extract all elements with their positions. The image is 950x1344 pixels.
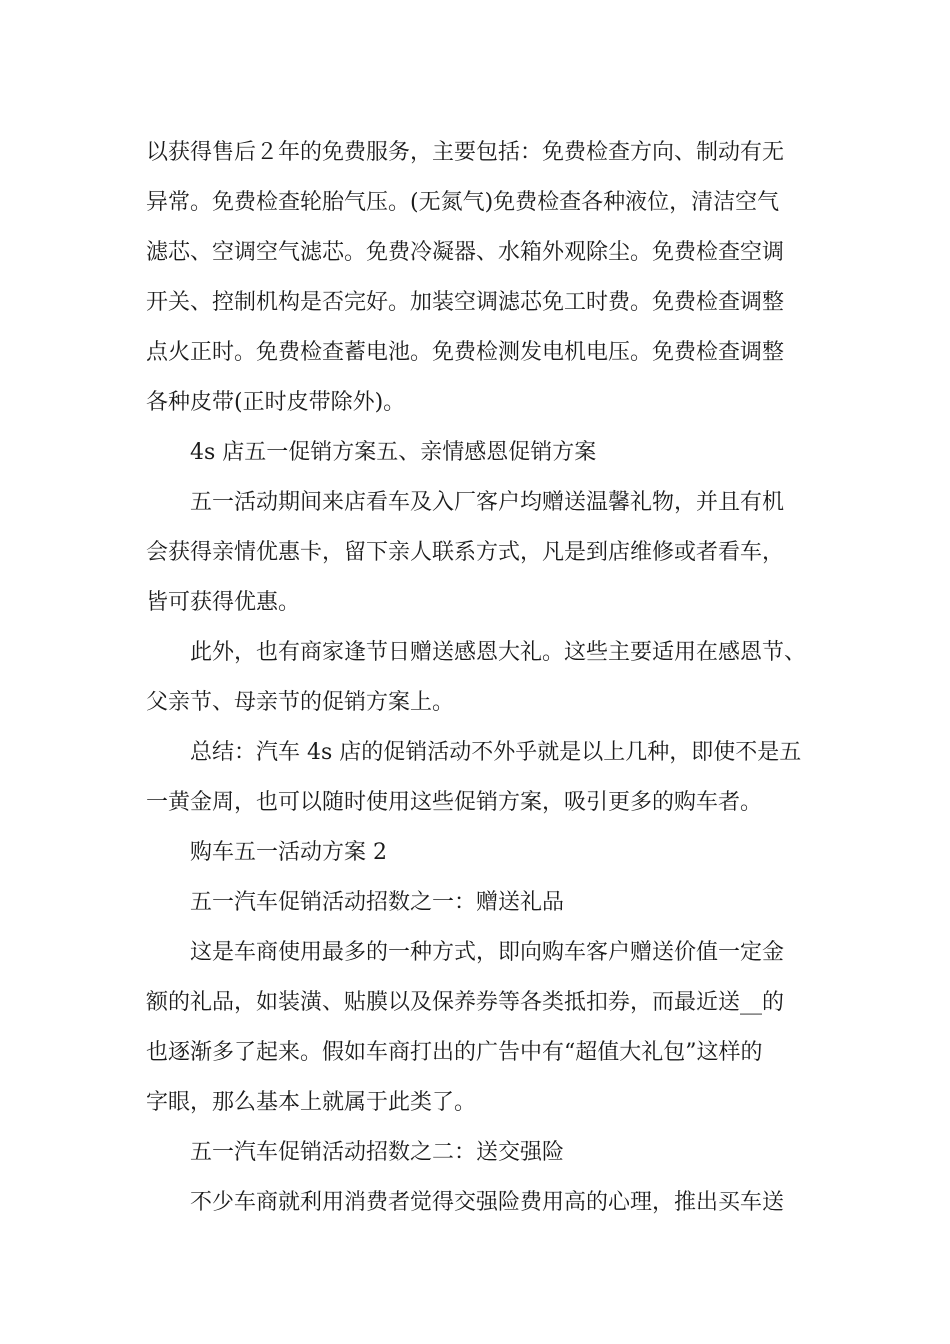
text-line: 滤芯、空调空气滤芯。免费冷凝器、水箱外观除尘。免费检查空调 bbox=[146, 240, 785, 265]
text-line: 字眼，那么基本上就属于此类了。 bbox=[146, 1090, 477, 1115]
text-line: 开关、控制机构是否完好。加装空调滤芯免工时费。免费检查调整 bbox=[146, 290, 785, 315]
text-line: 皆可获得优惠。 bbox=[146, 590, 301, 615]
text-line: 异常。免费检查轮胎气压。(无氮气)免费检查各种液位，清洁空气 bbox=[146, 190, 780, 215]
text-line: 五一汽车促销活动招数之一：赠送礼品 bbox=[190, 890, 565, 915]
text-line: 五一活动期间来店看车及入厂客户均赠送温馨礼物，并且有机 bbox=[190, 490, 785, 515]
text-line: 以获得售后２年的免费服务，主要包括：免费检查方向、制动有无 bbox=[146, 140, 785, 165]
text-line: 购车五一活动方案 2 bbox=[190, 840, 387, 865]
text-line: 会获得亲情优惠卡，留下亲人联系方式，凡是到店维修或者看车， bbox=[146, 540, 785, 565]
text-line: 也逐渐多了起来。假如车商打出的广告中有“超值大礼包”这样的 bbox=[146, 1040, 763, 1065]
text-line: 总结：汽车 4s 店的促销活动不外乎就是以上几种，即使不是五 bbox=[190, 740, 802, 765]
text-line: 这是车商使用最多的一种方式，即向购车客户赠送价值一定金 bbox=[190, 940, 785, 965]
text-line: 不少车商就利用消费者觉得交强险费用高的心理，推出买车送 bbox=[190, 1190, 785, 1215]
text-line: 点火正时。免费检查蓄电池。免费检测发电机电压。免费检查调整 bbox=[146, 340, 785, 365]
text-line: 父亲节、母亲节的促销方案上。 bbox=[146, 690, 455, 715]
text-line: 4s 店五一促销方案五、亲情感恩促销方案 bbox=[190, 440, 597, 465]
text-line: 一黄金周，也可以随时使用这些促销方案，吸引更多的购车者。 bbox=[146, 790, 763, 815]
text-line: 各种皮带(正时皮带除外)。 bbox=[146, 390, 406, 415]
text-line: 五一汽车促销活动招数之二：送交强险 bbox=[190, 1140, 565, 1165]
text-line: 此外，也有商家逢节日赠送感恩大礼。这些主要适用在感恩节、 bbox=[190, 640, 807, 665]
document-body bbox=[146, 128, 811, 1228]
text-line: 额的礼品，如装潢、贴膜以及保养券等各类抵扣券，而最近送__的 bbox=[146, 990, 785, 1015]
